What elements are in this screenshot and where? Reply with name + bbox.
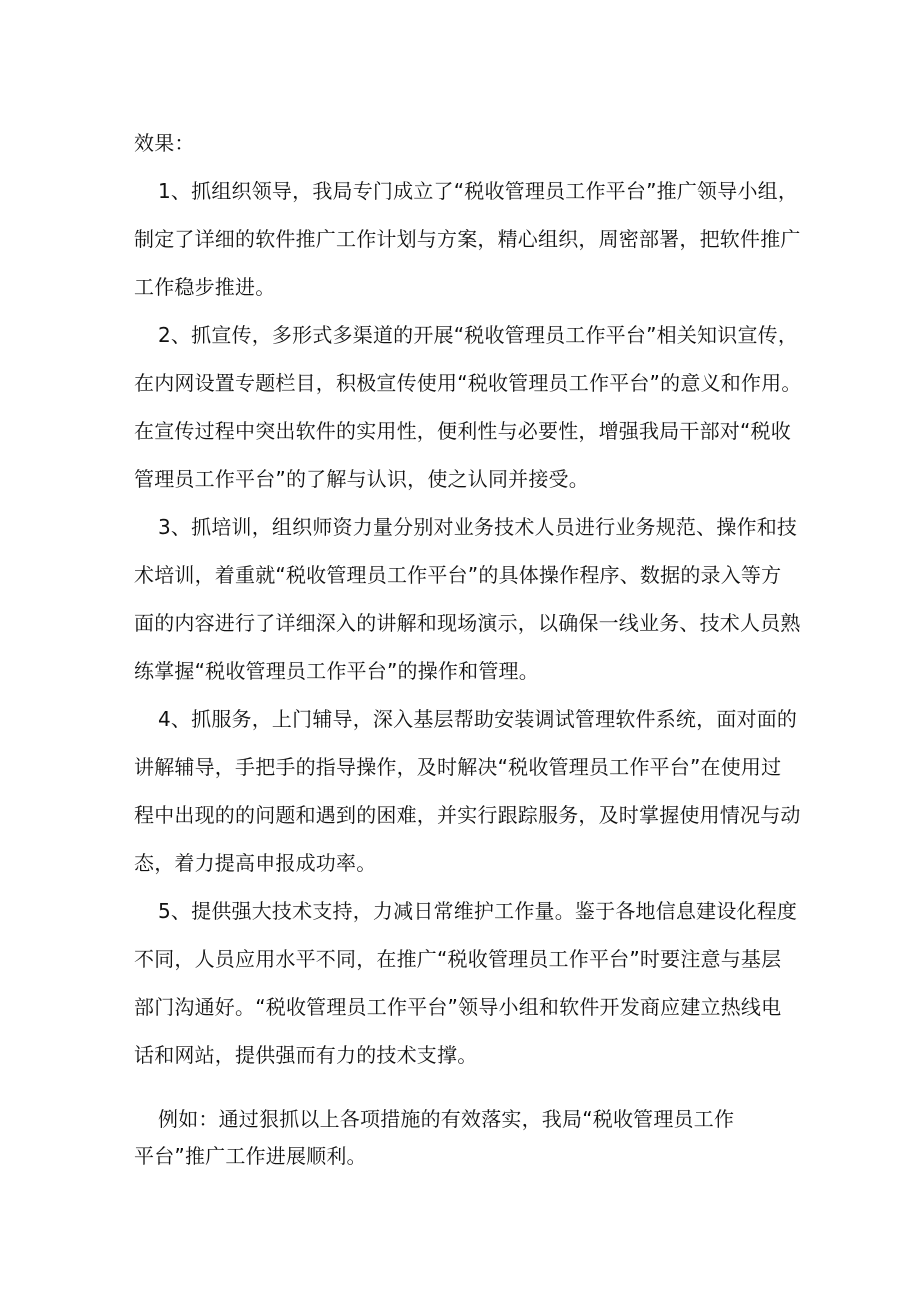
paragraph-line: 程中出现的的问题和遇到的困难，并实行跟踪服务，及时掌握使用情况与动 bbox=[134, 803, 801, 827]
paragraph-line: 制定了详细的软件推广工作计划与方案，精心组织，周密部署，把软件推广 bbox=[134, 227, 801, 251]
paragraph-line: 在内网设置专题栏目，积极宣传使用“税收管理员工作平台”的意义和作用。 bbox=[134, 371, 802, 395]
paragraph-line: 管理员工作平台”的了解与认识，使之认同并接受。 bbox=[134, 467, 589, 491]
paragraph-line: 不同，人员应用水平不同，在推广“税收管理员工作平台”时要注意与基层 bbox=[134, 947, 782, 971]
paragraph-line: 工作稳步推进。 bbox=[134, 275, 276, 299]
paragraph-line: 4、抓服务，上门辅导，深入基层帮助安装调试管理软件系统，面对面的 bbox=[158, 707, 798, 731]
paragraph-line: 5、提供强大技术支持，力减日常维护工作量。鉴于各地信息建设化程度 bbox=[158, 899, 798, 923]
paragraph-line: 1、抓组织领导，我局专门成立了“税收管理员工作平台”推广领导小组， bbox=[158, 179, 799, 203]
paragraph-line: 态，着力提高申报成功率。 bbox=[134, 851, 377, 875]
paragraph-line: 平台”推广工作进展顺利。 bbox=[134, 1144, 367, 1168]
paragraph-line: 练掌握“税收管理员工作平台”的操作和管理。 bbox=[134, 659, 539, 683]
paragraph-line: 术培训，着重就“税收管理员工作平台”的具体操作程序、数据的录入等方 bbox=[134, 563, 782, 587]
paragraph-line: 在宣传过程中突出软件的实用性，便利性与必要性，增强我局干部对“税收 bbox=[134, 419, 791, 443]
paragraph-line: 部门沟通好。“税收管理员工作平台”领导小组和软件开发商应建立热线电 bbox=[134, 995, 782, 1019]
paragraph-line: 面的内容进行了详细深入的讲解和现场演示，以确保一线业务、技术人员熟 bbox=[134, 611, 801, 635]
paragraph-line: 讲解辅导，手把手的指导操作，及时解决“税收管理员工作平台”在使用过 bbox=[134, 755, 782, 779]
document-heading: 效果： bbox=[134, 131, 195, 155]
paragraph-line: 3、抓培训，组织师资力量分别对业务技术人员进行业务规范、操作和技 bbox=[158, 515, 798, 539]
paragraph-line: 2、抓宣传，多形式多渠道的开展“税收管理员工作平台”相关知识宣传， bbox=[158, 323, 799, 347]
paragraph-line: 话和网站，提供强而有力的技术支撑。 bbox=[134, 1043, 478, 1067]
paragraph-line: 例如：通过狠抓以上各项措施的有效落实，我局“税收管理员工作 bbox=[158, 1107, 735, 1131]
